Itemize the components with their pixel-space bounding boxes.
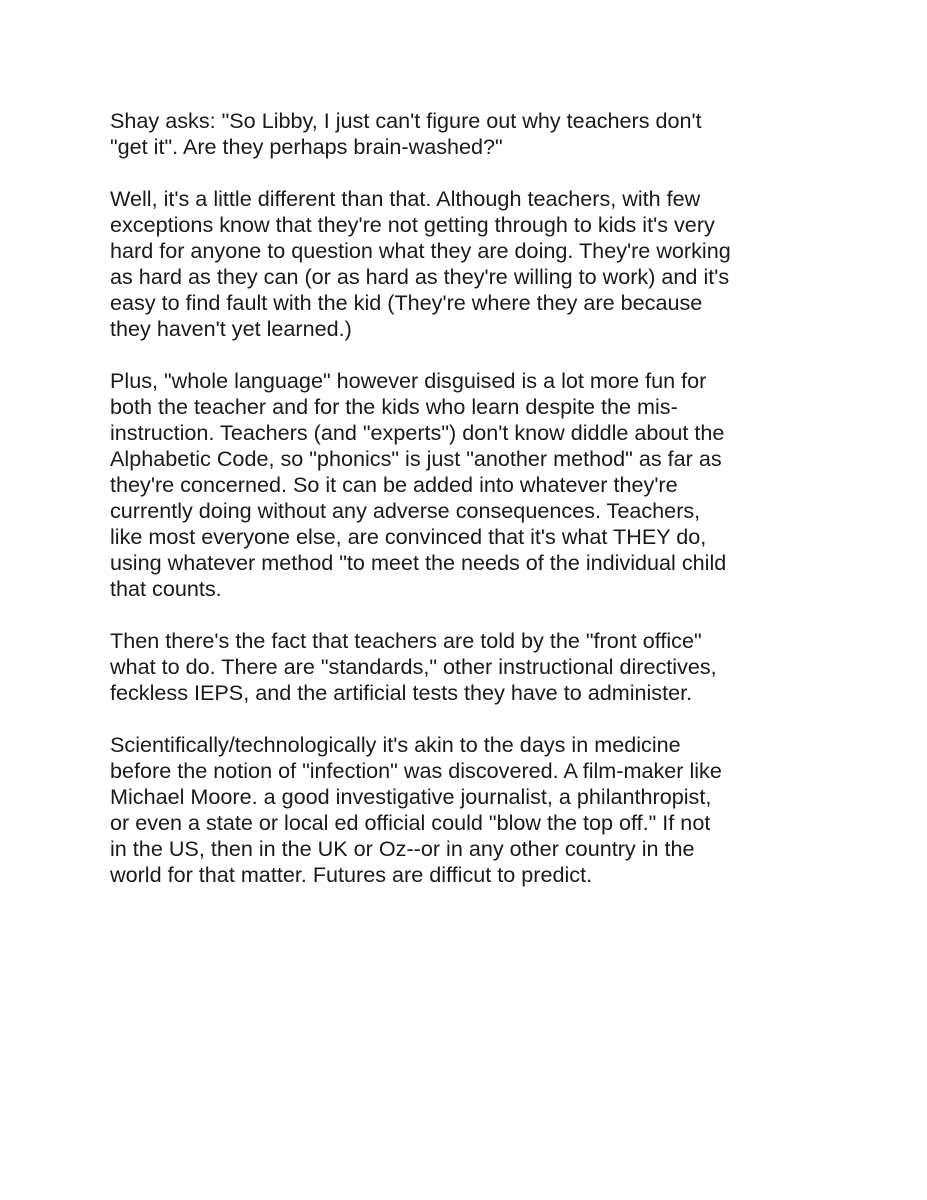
text-line: before the notion of "infection" was discovered. A film-maker like (110, 758, 722, 783)
text-line: Well, it's a little different than that. Although teachers, with few (110, 186, 701, 211)
text-line: hard for anyone to question what they are doing. They're working (110, 238, 731, 263)
text-line: both the teacher and for the kids who learn despite the mis- (110, 394, 678, 419)
text-line: Michael Moore. a good investigative journalist, a philanthropist, (110, 784, 712, 809)
text-line: like most everyone else, are convinced that it's what THEY do, (110, 524, 707, 549)
text-line: Alphabetic Code, so "phonics" is just "another method" as far as (110, 446, 722, 471)
paragraph-5 (110, 732, 830, 888)
text-line: as hard as they can (or as hard as they're willing to work) and it's (110, 264, 730, 289)
paragraph-4 (110, 628, 830, 706)
text-line: that counts. (110, 576, 222, 601)
text-line: currently doing without any adverse consequences. Teachers, (110, 498, 701, 523)
paragraph-2 (110, 186, 830, 342)
text-line: Shay asks: "So Libby, I just can't figure out why teachers don't (110, 108, 702, 133)
text-line: Plus, "whole language" however disguised is a lot more fun for (110, 368, 707, 393)
text-line: Scientifically/technologically it's akin to the days in medicine (110, 732, 681, 757)
paragraph-1 (110, 108, 830, 160)
text-line: "get it". Are they perhaps brain-washed?" (110, 134, 503, 159)
paragraph-3 (110, 368, 830, 602)
text-line: in the US, then in the UK or Oz--or in any other country in the (110, 836, 695, 861)
text-line: what to do. There are "standards," other instructional directives, (110, 654, 717, 679)
text-line: they're concerned. So it can be added into whatever they're (110, 472, 678, 497)
text-line: feckless IEPS, and the artificial tests they have to administer. (110, 680, 693, 705)
text-line: exceptions know that they're not getting through to kids it's very (110, 212, 715, 237)
text-line: instruction. Teachers (and "experts") don't know diddle about the (110, 420, 725, 445)
text-line: Then there's the fact that teachers are told by the "front office" (110, 628, 702, 653)
text-line: they haven't yet learned.) (110, 316, 352, 341)
text-line: using whatever method "to meet the needs of the individual child (110, 550, 727, 575)
document-body (110, 108, 830, 914)
text-line: world for that matter. Futures are difficut to predict. (110, 862, 593, 887)
text-line: easy to find fault with the kid (They're where they are because (110, 290, 703, 315)
text-line: or even a state or local ed official could "blow the top off." If not (110, 810, 711, 835)
